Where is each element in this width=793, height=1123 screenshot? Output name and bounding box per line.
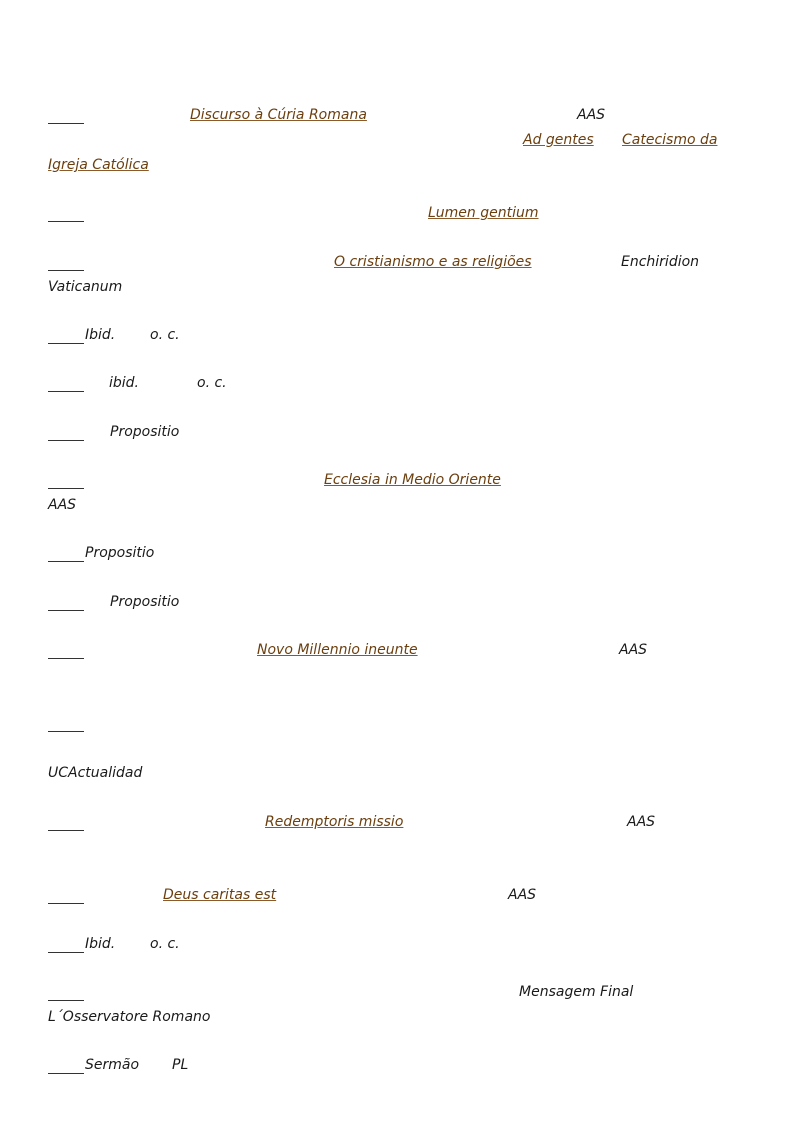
link-ad-gentes[interactable]: Ad gentes <box>523 132 594 148</box>
footnote-rule <box>48 658 84 659</box>
citation-ucactualidad: UCActualidad <box>48 765 143 781</box>
footnote-rule <box>48 561 84 562</box>
citation-oc: o. c. <box>150 936 180 952</box>
footnote-rule <box>48 903 84 904</box>
link-catecismo-da[interactable]: Catecismo da <box>622 132 718 148</box>
citation-propositio: Propositio <box>85 545 155 561</box>
citation-vaticanum: Vaticanum <box>48 279 123 295</box>
link-deus-caritas-est[interactable]: Deus caritas est <box>163 887 277 903</box>
citation-osservatore-romano: L´Osservatore Romano <box>48 1009 211 1025</box>
footnote-rule <box>48 488 84 489</box>
link-ecclesia-medio-oriente[interactable]: Ecclesia in Medio Oriente <box>324 472 501 488</box>
citation-aas: AAS <box>508 887 537 903</box>
footnote-rule <box>48 343 84 344</box>
footnote-rule <box>48 1000 84 1001</box>
link-lumen-gentium[interactable]: Lumen gentium <box>428 205 539 221</box>
citation-enchiridion: Enchiridion <box>621 254 700 270</box>
citation-sermao: Sermão <box>85 1057 140 1073</box>
citation-propositio: Propositio <box>110 594 180 610</box>
link-cristianismo-religioes[interactable]: O cristianismo e as religiões <box>334 254 532 270</box>
citation-aas: AAS <box>619 642 648 658</box>
footnote-rule <box>48 1073 84 1074</box>
citation-aas: AAS <box>577 107 606 123</box>
footnote-rule <box>48 952 84 953</box>
citation-oc: o. c. <box>197 375 227 391</box>
citation-ibid: Ibid. <box>85 327 116 343</box>
footnote-rule <box>48 440 84 441</box>
citation-ibid: ibid. <box>109 375 140 391</box>
citation-aas: AAS <box>48 497 77 513</box>
footnote-rule <box>48 221 84 222</box>
footnote-rule <box>48 123 84 124</box>
link-igreja-catolica[interactable]: Igreja Católica <box>48 157 149 173</box>
footnote-rule <box>48 610 84 611</box>
footnote-rule <box>48 391 84 392</box>
citation-oc: o. c. <box>150 327 180 343</box>
link-redemptoris-missio[interactable]: Redemptoris missio <box>265 814 404 830</box>
citation-pl: PL <box>172 1057 189 1073</box>
citation-mensagem-final: Mensagem Final <box>519 984 634 1000</box>
link-discurso-curia-romana[interactable]: Discurso à Cúria Romana <box>190 107 367 123</box>
footnote-rule <box>48 270 84 271</box>
footnote-rule <box>48 830 84 831</box>
citation-propositio: Propositio <box>110 424 180 440</box>
footnote-rule <box>48 731 84 732</box>
link-novo-millennio-ineunte[interactable]: Novo Millennio ineunte <box>257 642 418 658</box>
citation-ibid: Ibid. <box>85 936 116 952</box>
citation-aas: AAS <box>627 814 656 830</box>
